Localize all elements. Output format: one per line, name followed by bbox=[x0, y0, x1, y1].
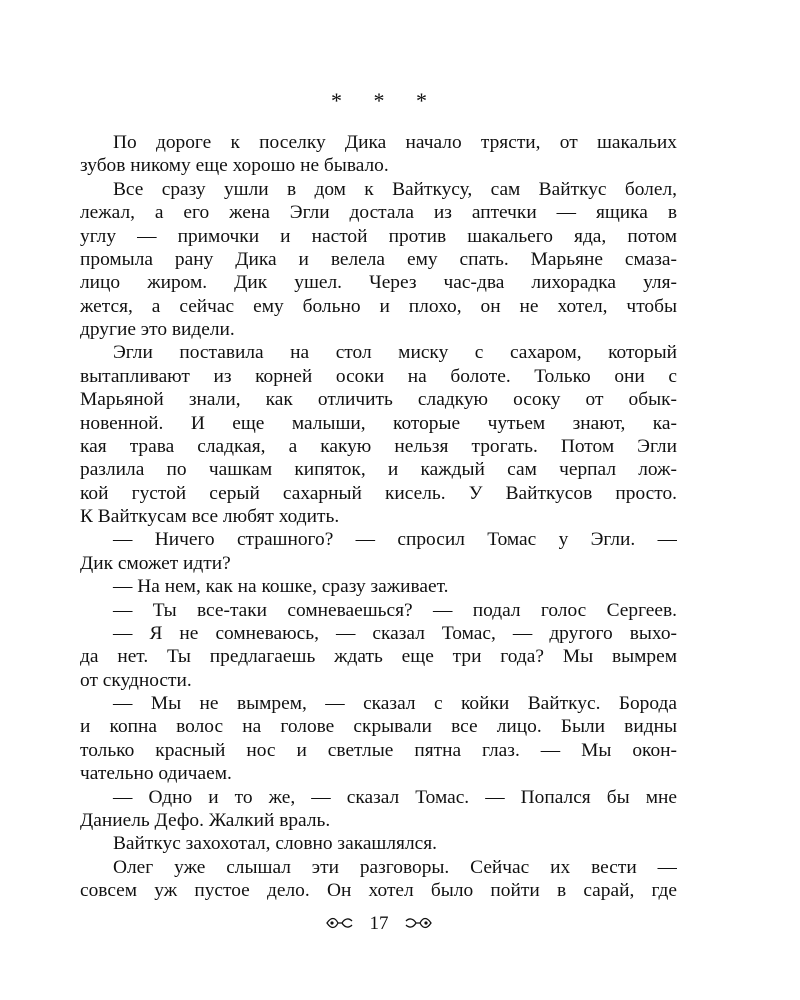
text-line: Вайткус захохотал, словно закашлялся. bbox=[113, 833, 438, 855]
text-line: зубов никому еще хорошо не бывало. bbox=[80, 155, 389, 177]
text-line: — На нем, как на кошке, сразу заживает. bbox=[113, 576, 449, 598]
ornament-icon bbox=[325, 915, 355, 931]
text-line: новенной. И еще малыши, которые чутьем знают, ка- bbox=[80, 412, 677, 434]
text-line: кой густой серый сахарный кисель. У Вайткусов просто. bbox=[80, 482, 677, 504]
text-line: разлила по чашкам кипяток, и каждый сам черпал лож- bbox=[80, 459, 677, 481]
text-line: лежал, а его жена Эгли достала из аптечки — ящика в bbox=[80, 202, 677, 224]
page-number: 17 bbox=[369, 913, 389, 934]
text-line: жется, а сейчас ему больно и плохо, он не хотел, чтобы bbox=[80, 295, 677, 317]
page-footer bbox=[0, 912, 758, 936]
text-line: углу — примочки и настой против шакальего яда, потом bbox=[80, 225, 677, 247]
ornament-icon bbox=[403, 915, 433, 931]
text-line: другие это видели. bbox=[80, 319, 235, 340]
section-separator bbox=[0, 88, 758, 114]
text-line: промыла рану Дика и велела ему спать. Марьяне смаза- bbox=[80, 248, 677, 270]
text-line: — Мы не вымрем, — сказал с койки Вайткус. Борода bbox=[113, 693, 677, 714]
text-line: вытапливают из корней осоки на болоте. Только они с bbox=[80, 365, 677, 387]
text-line: Даниель Дефо. Жалкий враль. bbox=[80, 809, 331, 831]
text-line: По дороге к поселку Дика начало трясти, от шакальих bbox=[113, 132, 677, 153]
separator-asterisk: * bbox=[373, 88, 385, 113]
text-line: — Ты все-таки сомневаешься? — подал голос Сергеев. bbox=[113, 599, 677, 621]
body-text bbox=[80, 131, 677, 902]
text-line: чательно одичаем. bbox=[80, 763, 232, 785]
text-line: Дик сможет идти? bbox=[80, 552, 231, 574]
text-line: Все сразу ушли в дом к Вайткусу, сам Вайткус болел, bbox=[113, 178, 677, 200]
separator-asterisk: * bbox=[331, 88, 342, 113]
text-line: — Ничего страшного? — спросил Томас у Эгли. — bbox=[113, 529, 677, 551]
text-line: К Вайткусам все любят ходить. bbox=[80, 506, 340, 527]
text-line: только красный нос и светлые пятна глаз. — Мы окон- bbox=[80, 739, 677, 761]
text-line: Олег уже слышал эти разговоры. Сейчас их вести — bbox=[113, 856, 677, 878]
text-line: да нет. Ты предлагаешь ждать еще три года? Мы вымрем bbox=[80, 646, 677, 668]
text-line: Эгли поставила на стол миску с сахаром, который bbox=[113, 342, 677, 364]
text-line: Марьяной знали, как отличить сладкую осоку от обык- bbox=[80, 389, 677, 411]
text-line: — Я не сомневаюсь, — сказал Томас, — другого выхо- bbox=[113, 622, 677, 644]
text-line: от скудности. bbox=[80, 669, 192, 691]
text-line: и копна волос на голове скрывали все лицо. Были видны bbox=[80, 716, 677, 738]
text-line: совсем уж пустое дело. Он хотел было пойти в сарай, где bbox=[80, 880, 677, 901]
text-line: — Одно и то же, — сказал Томас. — Попался бы мне bbox=[113, 786, 677, 808]
text-line: лицо жиром. Дик ушел. Через час-два лихорадка уля- bbox=[80, 272, 677, 294]
text-line: кая трава сладкая, а какую нельзя трогать. Потом Эгли bbox=[80, 435, 677, 457]
separator-asterisk: * bbox=[416, 88, 427, 113]
